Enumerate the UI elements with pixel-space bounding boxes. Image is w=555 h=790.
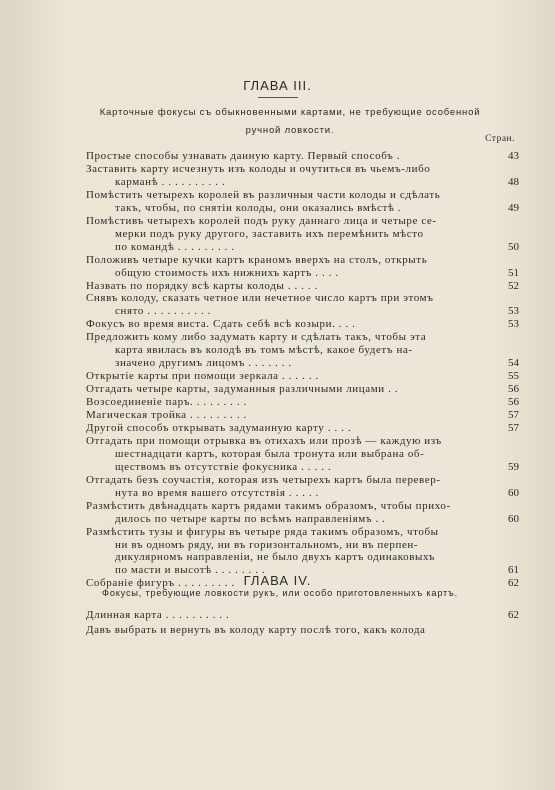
toc-entry-text: по командѣ . . . . . . . . . — [115, 240, 235, 253]
toc-entry-text: значено другимъ лицомъ . . . . . . . — [115, 357, 292, 370]
toc-entry-text: Отгадать при помощи отрывка въ отихахъ или прозѣ — каждую изъ — [86, 434, 442, 447]
toc-page-number: 53 — [508, 318, 519, 331]
toc-entry-line — [0, 214, 555, 228]
toc-entry-line — [0, 473, 555, 487]
toc-entry-line — [0, 369, 555, 383]
pages-column-label: Стран. — [485, 134, 515, 144]
toc-entry-text: ни въ одномъ ряду, ни въ горизонтальномъ, ни въ перпен- — [115, 538, 419, 551]
toc-page-number: 57 — [508, 409, 519, 421]
chapter-3-title: ГЛАВА III. — [243, 78, 312, 93]
toc-entry-text: шестнадцати картъ, которая была тронута или выбрана об- — [115, 447, 425, 460]
toc-page-number: 54 — [508, 357, 519, 370]
toc-entry-text: снято . . . . . . . . . . — [115, 305, 211, 318]
chapter-3-subtitle — [70, 104, 510, 140]
toc-entry-text: Возсоединеніе паръ. . . . . . . . . — [86, 396, 247, 409]
toc-page-number: 56 — [508, 396, 519, 409]
toc-entry-line — [0, 240, 555, 254]
toc-entry-line — [0, 356, 555, 370]
toc-entry-text: Размѣстить двѣнадцать картъ рядами такимъ образомъ, чтобы прихо- — [86, 499, 451, 512]
toc-entry-text: Назвать по порядку всѣ карты колоды . . . . . — [86, 279, 318, 292]
toc-entry-text: Давъ выбрать и вернуть въ колоду карту послѣ того, какъ колода — [86, 623, 426, 636]
toc-entry-text: Открытіе карты при помощи зеркала . . . . . . — [86, 370, 319, 383]
toc-page-number: 60 — [508, 512, 519, 525]
toc-entry-text: Заставить карту исчезнуть изъ колоды и очутиться въ чьемъ-либо — [86, 162, 431, 175]
toc-entry-text: мерки подъ руку другого, заставить ихъ перемѣнить мѣсто — [115, 227, 424, 240]
chapter-4-title: ГЛАВА IV. — [243, 573, 312, 588]
toc-entry-line — [0, 525, 555, 539]
toc-page-number: 59 — [508, 460, 519, 473]
toc-entry-text: Собраніе фигуръ . . . . . . . . . — [86, 577, 235, 590]
toc-page-number: 51 — [508, 266, 519, 279]
toc-entry-line — [0, 162, 555, 176]
toc-page-number: 48 — [508, 175, 519, 188]
toc-entry-line — [0, 408, 555, 422]
toc-entry-line — [0, 201, 555, 215]
toc-page-number: 62 — [508, 609, 519, 621]
toc-entry-line — [0, 317, 555, 331]
toc-entry-text: Предложить кому либо задумать карту и сдѣлать такъ, чтобы эта — [86, 331, 427, 344]
toc-entry-text: карта явилась въ колодѣ въ томъ мѣстѣ, какое будетъ на- — [115, 344, 413, 357]
chapter-3-subtitle-line-1: Карточные фокусы съ обыкновенными картами, не требующие особенной — [99, 107, 481, 118]
toc-entry-line — [0, 253, 555, 267]
toc-entry-line — [0, 149, 555, 163]
toc-entry-text: Помѣстить четырехъ королей въ различныя части колоды и сдѣлать — [86, 188, 441, 201]
toc-entry-line — [0, 434, 555, 448]
toc-entry-line — [0, 460, 555, 474]
toc-entry-text: Фокусъ во время виста. Сдать себѣ всѣ козыри. . . . — [86, 318, 356, 331]
toc-page-number: 56 — [508, 383, 519, 396]
toc-entry-line — [0, 608, 555, 622]
chapter-4-subtitle: Фокусы, требующие ловкости рукъ, или особо приготовленныхъ картъ. — [102, 588, 458, 598]
toc-entry-line — [0, 304, 555, 318]
toc-entry-text: Снявъ колоду, сказать четное или нечетное число картъ при этомъ — [86, 292, 434, 305]
toc-page-number: 52 — [508, 279, 519, 292]
toc-entry-text: Помѣстивъ четырехъ королей подъ руку даннаго лица и четыре се- — [86, 214, 437, 227]
toc-page-number: 49 — [508, 201, 519, 214]
toc-entry-text: Длинная карта . . . . . . . . . . — [86, 609, 230, 621]
toc-entry-line — [0, 499, 555, 513]
chapter-3-subtitle-line-2: ручной ловкости. — [245, 125, 335, 136]
toc-entry-line — [0, 512, 555, 526]
toc-page-number: 61 — [508, 564, 519, 577]
toc-entry-line — [0, 486, 555, 500]
toc-page-number: 43 — [508, 150, 519, 162]
toc-entry-line — [0, 447, 555, 461]
toc-entry-line — [0, 279, 555, 293]
toc-entry-line — [0, 175, 555, 189]
toc-entry-line — [0, 382, 555, 396]
toc-entry-text: ществомъ въ отсутствіе фокусника . . . . . — [115, 460, 332, 473]
toc-entry-text: общую стоимость ихъ нижнихъ картъ . . . . — [115, 266, 339, 279]
toc-page-number: 53 — [508, 305, 519, 318]
toc-entry-line — [0, 343, 555, 357]
toc-entry-text: такъ, чтобы, по снятіи колоды, они оказались вмѣстѣ . — [115, 201, 402, 214]
toc-entry-line — [0, 538, 555, 552]
toc-page-number: 60 — [508, 486, 519, 499]
toc-entry-text: Размѣстить тузы и фигуры въ четыре ряда такимъ образомъ, чтобы — [86, 525, 439, 538]
toc-page-number: 50 — [508, 240, 519, 253]
toc-entry-text: дилось по четыре карты по всѣмъ направленіямъ . . — [115, 512, 386, 525]
title-rule — [258, 97, 298, 98]
toc-page-number: 62 — [508, 577, 519, 590]
toc-entry-line — [0, 623, 555, 637]
toc-entry-line — [0, 266, 555, 280]
toc-entry-line — [0, 188, 555, 202]
toc-entry-text: дикулярномъ направленіи, не было двухъ картъ одинаковыхъ — [115, 551, 435, 564]
toc-entry-line — [0, 291, 555, 305]
toc-entry-line — [0, 227, 555, 241]
toc-entry-text: Магическая тройка . . . . . . . . . — [86, 409, 247, 421]
toc-entry-line — [0, 395, 555, 409]
toc-entry-text: Другой способъ открывать задуманную карту . . . . — [86, 421, 352, 434]
toc-entry-text: по масти и высотѣ . . . . . . . . — [115, 564, 266, 577]
toc-page-number: 57 — [508, 421, 519, 434]
toc-entry-text: карманѣ . . . . . . . . . . — [115, 175, 226, 188]
toc-page-number: 55 — [508, 370, 519, 383]
toc-entry-line — [0, 421, 555, 435]
toc-entry-text: нута во время вашего отсутствія . . . . . — [115, 486, 320, 499]
toc-entry-text: Положивъ четыре кучки картъ кpаномъ вверхъ на столъ, открыть — [86, 253, 428, 266]
toc-entry-line — [0, 330, 555, 344]
toc-entry-line — [0, 550, 555, 564]
toc-entry-text: Отгадать четыре карты, задуманныя различными лицами . . — [86, 383, 399, 396]
toc-entry-text: Простые способы узнавать данную карту. Первый способъ . — [86, 150, 401, 162]
toc-entry-text: Отгадать безъ соучастія, которая изъ четырехъ картъ была перевер- — [86, 473, 441, 486]
